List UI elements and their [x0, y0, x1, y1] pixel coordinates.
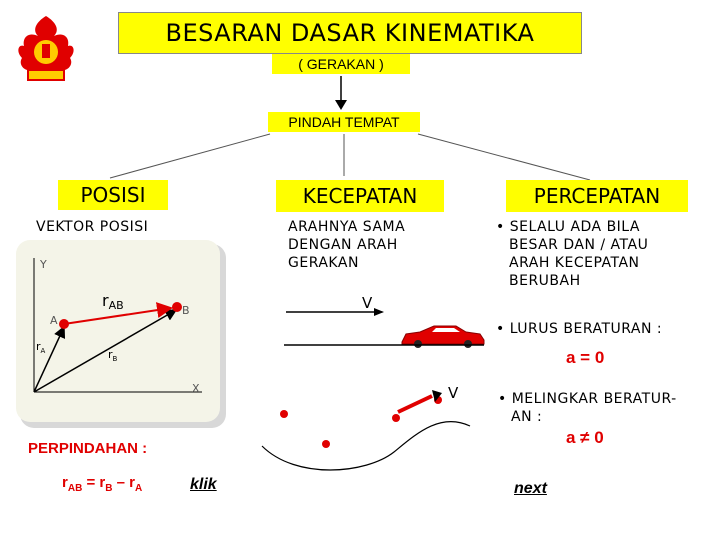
straight-trajectory	[284, 342, 484, 348]
percepatan-header: PERCEPATAN	[506, 180, 688, 212]
ra-label: $r_A$	[36, 340, 46, 355]
perpindahan-label: PERPINDAHAN :	[28, 440, 148, 457]
velocity-label-v2: V	[448, 384, 459, 402]
next-link[interactable]: next	[514, 480, 547, 497]
formula-a-not-zero: a ≠ 0	[566, 428, 604, 447]
percepatan-note-1: • SELALU ADA BILA BESAR DAN / ATAU ARAH KECEPATAN BERUBAH	[496, 219, 649, 289]
curved-trajectory	[256, 370, 476, 476]
percepatan-note-2: • LURUS BERATURAN :	[496, 321, 663, 337]
velocity-arrow-straight	[270, 290, 390, 330]
kecepatan-header: KECEPATAN	[276, 180, 444, 212]
klik-link[interactable]: klik	[190, 476, 217, 493]
kecepatan-note: ARAHNYA SAMA DENGAN ARAH GERAKAN	[288, 219, 406, 271]
point-b-label: B	[182, 304, 190, 317]
subtitle: ( GERAKAN )	[272, 54, 410, 74]
point-b	[172, 302, 182, 312]
perpindahan-formula: $r_{AB} = r_B - r_A$	[62, 474, 143, 494]
rb-label: $r_B$	[108, 348, 118, 363]
y-axis-label: Y	[40, 258, 47, 271]
velocity-label-v: V	[362, 294, 373, 312]
pindah-tempat-label: PINDAH TEMPAT	[268, 112, 420, 132]
x-axis-label: X	[192, 382, 200, 395]
formula-a-zero: a = 0	[566, 348, 605, 367]
point-a	[59, 319, 69, 329]
page-title: BESARAN DASAR KINEMATIKA	[118, 12, 582, 54]
point-a-label: A	[50, 314, 58, 327]
rab-label: rAB	[102, 291, 124, 312]
position-vector-diagram	[16, 240, 228, 430]
percepatan-note-3: • MELINGKAR BERATUR- AN :	[498, 391, 677, 425]
posisi-header: POSISI	[58, 180, 168, 210]
vektor-posisi-label: VEKTOR POSISI	[36, 219, 149, 235]
